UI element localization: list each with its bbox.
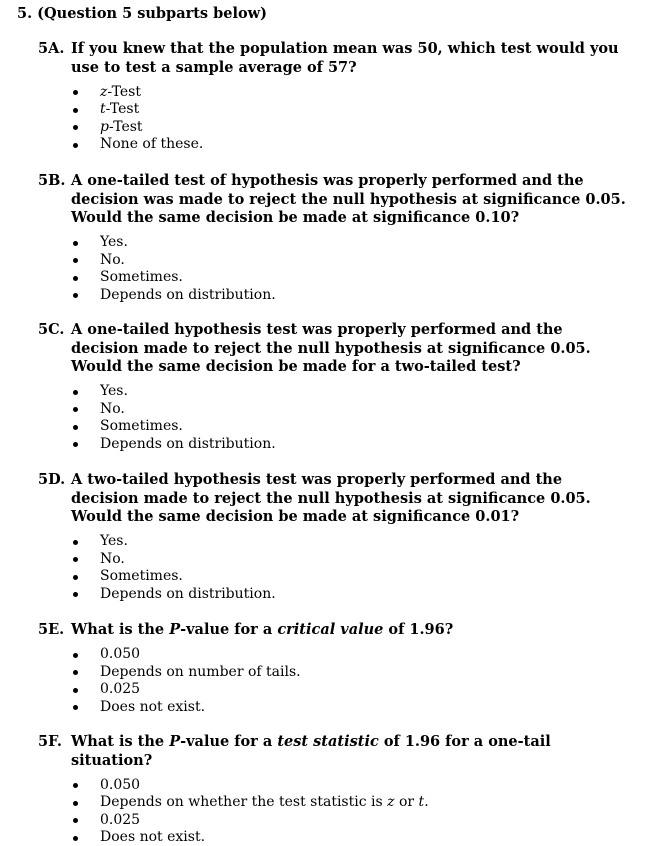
- part-question: What is the P-value for a critical value of 1.96?: [71, 621, 633, 640]
- option-text: No.: [100, 401, 125, 417]
- option-text: Yes.: [100, 234, 128, 250]
- part-question: What is the P-value for a test statistic of 1.96 for a one-tail situation?: [71, 733, 633, 770]
- option-item: [38, 435, 633, 453]
- option-text: Yes.: [100, 383, 128, 399]
- part-number: 5C.: [38, 321, 71, 377]
- option-text: z-Test: [100, 84, 141, 100]
- part-5f: [38, 733, 633, 846]
- option-item: [38, 776, 633, 794]
- bullet-icon: [38, 794, 100, 812]
- option-list: [38, 646, 633, 716]
- option-text: Sometimes.: [100, 269, 183, 285]
- option-text: Sometimes.: [100, 418, 183, 434]
- bullet-icon: [38, 136, 100, 154]
- option-item: [38, 400, 633, 418]
- bullet-icon: [38, 118, 100, 136]
- part-5b: [38, 172, 633, 304]
- option-text: No.: [100, 252, 125, 268]
- option-text: No.: [100, 551, 125, 567]
- bullet-icon: [38, 83, 100, 101]
- part-question: A two-tailed hypothesis test was properly performed and the decision made to reject the null hypothesis at significance 0.05. Would the same decision be made at significance 0.01?: [71, 471, 633, 527]
- bullet-icon: [38, 533, 100, 551]
- question-title: 5. (Question 5 subparts below): [17, 5, 267, 22]
- bullet-icon: [38, 418, 100, 436]
- option-text: 0.025: [100, 681, 140, 697]
- option-item: [38, 234, 633, 252]
- option-item: [38, 101, 633, 119]
- option-item: [38, 811, 633, 829]
- bullet-icon: [38, 383, 100, 401]
- option-text: 0.050: [100, 646, 140, 662]
- option-item: [38, 286, 633, 304]
- option-list: [38, 533, 633, 603]
- option-item: [38, 418, 633, 436]
- bullet-icon: [38, 663, 100, 681]
- option-item: [38, 663, 633, 681]
- option-item: [38, 83, 633, 101]
- option-item: [38, 269, 633, 287]
- part-number: 5B.: [38, 172, 71, 228]
- part-5e-header: [38, 621, 633, 640]
- option-item: [38, 383, 633, 401]
- part-5b-header: [38, 172, 633, 228]
- option-text: t-Test: [100, 101, 139, 117]
- option-text: Depends on distribution.: [100, 436, 276, 452]
- part-question: A one-tailed test of hypothesis was properly performed and the decision was made to reject the null hypothesis at significance 0.05. Would the same decision be made at significance 0.10?: [71, 172, 633, 228]
- option-item: [38, 681, 633, 699]
- option-text: 0.025: [100, 812, 140, 828]
- option-item: [38, 136, 633, 154]
- option-text: Depends on distribution.: [100, 287, 276, 303]
- option-item: [38, 568, 633, 586]
- bullet-icon: [38, 234, 100, 252]
- option-text: None of these.: [100, 136, 203, 152]
- part-5e: [38, 621, 633, 716]
- bullet-icon: [38, 101, 100, 119]
- option-text: Depends on whether the test statistic is z or t.: [100, 794, 429, 810]
- option-item: [38, 698, 633, 716]
- part-number: 5E.: [38, 621, 71, 640]
- option-text: p-Test: [100, 119, 143, 135]
- part-5f-header: [38, 733, 633, 770]
- option-item: [38, 550, 633, 568]
- part-number: 5D.: [38, 471, 71, 527]
- option-text: Does not exist.: [100, 829, 205, 845]
- part-5c: [38, 321, 633, 453]
- part-number: 5F.: [38, 733, 71, 770]
- part-number: 5A.: [38, 40, 71, 77]
- part-5a: [38, 40, 633, 153]
- part-5c-header: [38, 321, 633, 377]
- option-text: 0.050: [100, 777, 140, 793]
- bullet-icon: [38, 681, 100, 699]
- bullet-icon: [38, 829, 100, 846]
- option-text: Depends on number of tails.: [100, 664, 301, 680]
- bullet-icon: [38, 585, 100, 603]
- part-question: A one-tailed hypothesis test was properly performed and the decision made to reject the null hypothesis at significance 0.05. Would the same decision be made for a two-tailed test?: [71, 321, 633, 377]
- bullet-icon: [38, 251, 100, 269]
- option-item: [38, 251, 633, 269]
- bullet-icon: [38, 646, 100, 664]
- part-5d-header: [38, 471, 633, 527]
- option-item: [38, 533, 633, 551]
- bullet-icon: [38, 568, 100, 586]
- bullet-icon: [38, 269, 100, 287]
- part-5d: [38, 471, 633, 603]
- bullet-icon: [38, 811, 100, 829]
- bullet-icon: [38, 776, 100, 794]
- bullet-icon: [38, 286, 100, 304]
- bullet-icon: [38, 698, 100, 716]
- option-item: [38, 829, 633, 846]
- bullet-icon: [38, 550, 100, 568]
- bullet-icon: [38, 435, 100, 453]
- option-item: [38, 646, 633, 664]
- part-5a-header: [38, 40, 633, 77]
- bullet-icon: [38, 400, 100, 418]
- option-text: Sometimes.: [100, 568, 183, 584]
- part-question: If you knew that the population mean was 50, which test would you use to test a sample average of 57?: [71, 40, 633, 77]
- option-text: Does not exist.: [100, 699, 205, 715]
- option-list: [38, 83, 633, 153]
- option-item: [38, 118, 633, 136]
- option-text: Yes.: [100, 533, 128, 549]
- option-list: [38, 383, 633, 453]
- option-item: [38, 585, 633, 603]
- option-list: [38, 776, 633, 846]
- option-list: [38, 234, 633, 304]
- option-item: [38, 794, 633, 812]
- option-text: Depends on distribution.: [100, 586, 276, 602]
